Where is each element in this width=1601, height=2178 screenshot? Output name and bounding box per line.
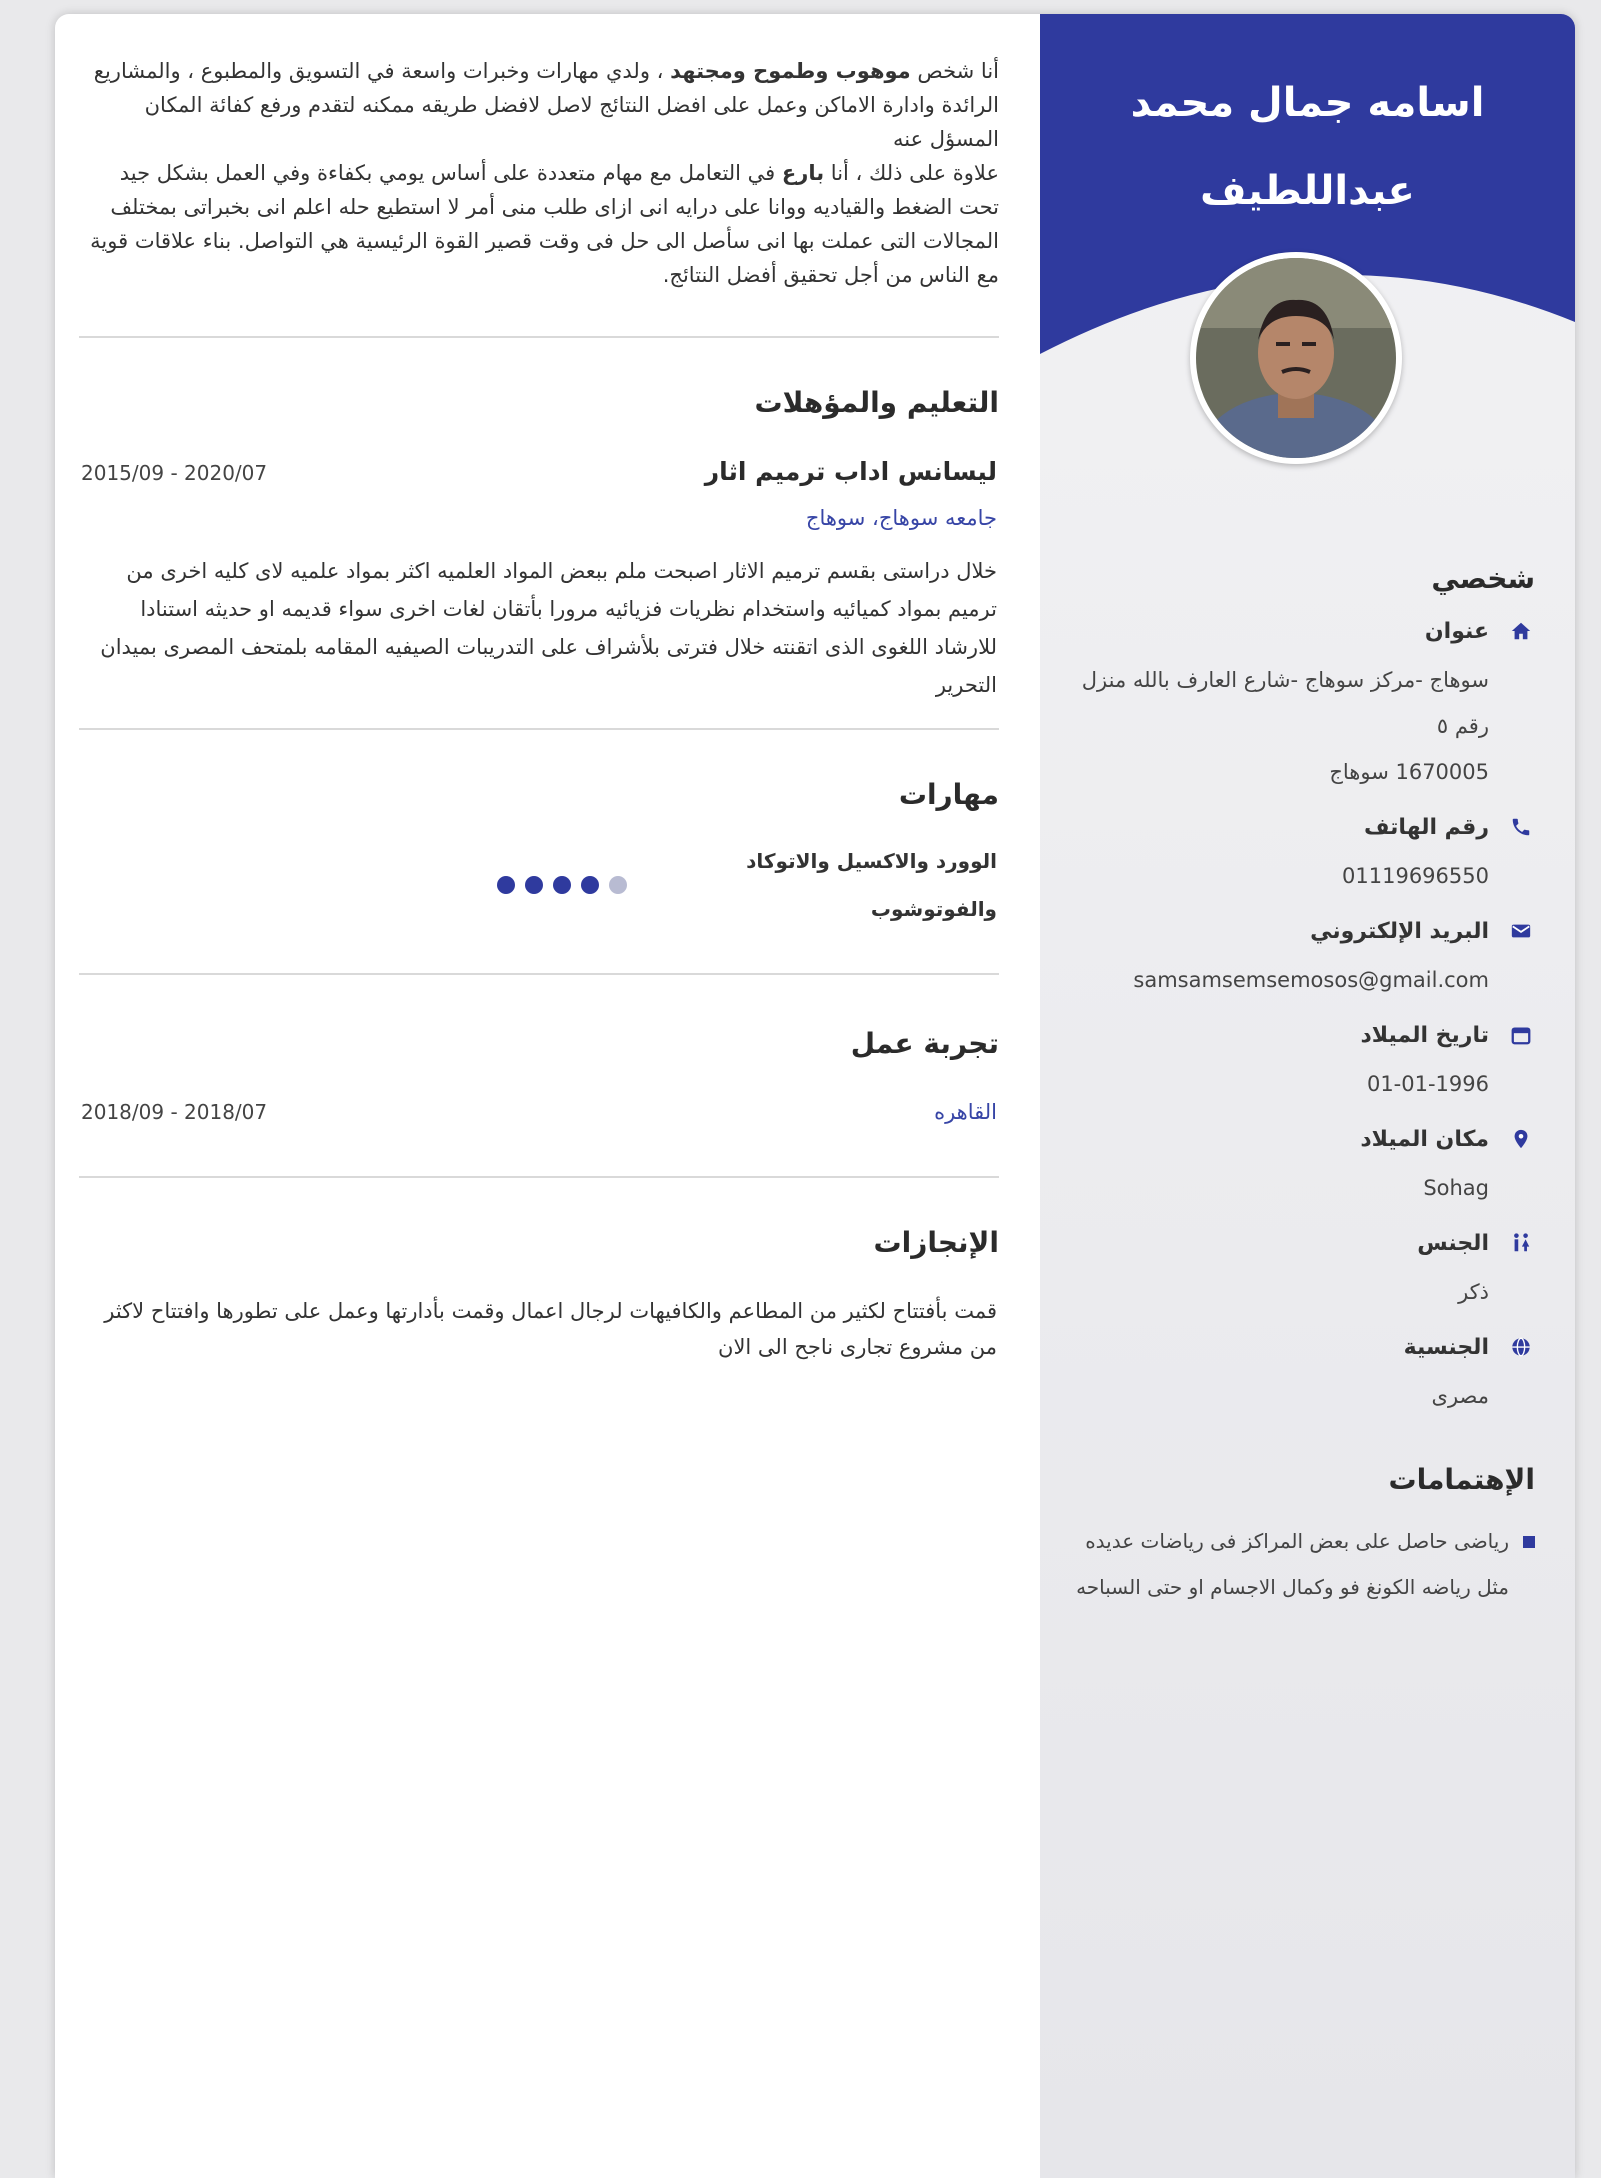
sidebar [1040,14,1575,2178]
skills-title: مهارات [898,778,999,811]
dob-value: 01-01-1996 [1366,1072,1489,1096]
achievements-text: قمت بأفتتاح لكثير من المطاعم والكافيهات لرجال اعمال وقمت بأدارتها وعمل على تطورها وافتتاح لاكثر من مشروع تجارى ناجح الى الان [104,1299,997,1359]
skill-dot-filled [497,876,515,894]
skill-dot-empty [609,876,627,894]
gender-value: ذكر [1458,1280,1489,1304]
achievements-title: الإنجازات [873,1226,999,1259]
summary [69,14,1009,292]
home-icon [1507,617,1535,645]
main-column [69,14,1009,1365]
avatar [1190,252,1402,464]
phone-label: رقم الهاتف [1363,814,1489,840]
phone-icon [1507,813,1535,841]
experience-title: تجربة عمل [850,1027,999,1060]
divider [79,336,999,338]
skill-name: الوورد والاكسيل والاتوكاد والفوتوشوب [746,849,997,921]
summary-text: علاوة على ذلك ، أنا [824,161,999,185]
calendar-icon [1507,1021,1535,1049]
summary-bold-text: موهوب وطموح ومجتهد [670,59,911,83]
institution: جامعه سوهاج، سوهاج [805,506,997,530]
candidate-name: اسامه جمال محمد عبداللطيف [1130,80,1485,214]
phone-item [1070,813,1535,899]
experience-dates: 2018/09 - 2018/07 [81,1100,268,1124]
skill-dot-filled [581,876,599,894]
summary-text: ، ولدي مهارات وخبرات واسعة في التسويق والمطبوع ، والمشاريع الرائدة وادارة الاماكن وعمل على افضل النتائج لاصل لافضل طريقه ممكنه لتقدم ورفع كفائة المكان المسؤل عنه [93,59,999,151]
skill-dot-filled [553,876,571,894]
profile-photo [1196,258,1396,458]
summary-text: أنا شخص [910,59,999,83]
gender-label: الجنس [1417,1230,1489,1256]
divider [79,728,999,730]
pob-value: Sohag [1423,1176,1489,1200]
email-item [1070,917,1535,1003]
globe-icon [1507,1333,1535,1361]
nationality-label: الجنسية [1403,1334,1489,1360]
summary-bold-text: بارع [781,161,825,185]
divider [79,1176,999,1178]
skill-dot-filled [525,876,543,894]
interest-item [1070,1518,1535,1610]
pob-label: مكان الميلاد [1360,1126,1489,1152]
divider [79,973,999,975]
skill-level-dots [497,876,627,894]
email-value[interactable]: samsamsemsemosos@gmail.com [1133,968,1489,992]
address-item [1070,617,1535,795]
summary-paragraph-2 [79,156,999,292]
experience-header [69,1100,1009,1124]
gender-item [1070,1229,1535,1315]
pob-item [1070,1125,1535,1211]
gender-icon [1507,1229,1535,1257]
phone-value: 01119696550 [1342,864,1489,888]
interest-text: رياضى حاصل على بعض المراكز فى رياضات عديده مثل رياضه الكونغ فو وكمال الاجسام او حتى السباحه [1076,1529,1509,1599]
location-pin-icon [1507,1125,1535,1153]
summary-paragraph-1 [79,54,999,156]
address-line-1: سوهاج -مركز سوهاج -شارع العارف بالله منزل رقم ٥ [1081,668,1489,738]
email-label: البريد الإلكتروني [1310,918,1489,944]
mail-icon [1507,917,1535,945]
education-title: التعليم والمؤهلات [754,386,999,419]
address-line-2: 1670005 سوهاج [1329,760,1489,784]
education-dates: 2015/09 - 2020/07 [81,461,268,485]
experience-place: القاهره [934,1100,997,1124]
dob-label: تاريخ الميلاد [1360,1022,1489,1048]
education-header [69,457,1009,486]
resume-page [55,14,1575,2178]
bullet-icon [1523,1536,1535,1548]
nationality-item [1070,1333,1535,1419]
interests-title: الإهتمامات [1388,1463,1535,1496]
summary-text: في التعامل مع مهام متعددة على أساس يومي بكفاءة وفي العمل بشكل جيد تحت الضغط والقياديه ووانا على درايه انى ازاى طلب منى أمر لا استطيع حله اعلم انى بخبراتى بمختلف المجالات التى عملت بها انى سأصل الى حل فى وقت قصير القوة الرئيسية هي التواصل. بناء علاقات قوية مع الناس من أجل تحقيق أفضل النتائج. [90,161,999,287]
dob-item [1070,1021,1535,1107]
personal-section [1070,534,1535,1610]
nationality-value: مصرى [1431,1384,1489,1408]
personal-title: شخصي [1431,562,1535,595]
education-description: خلال دراستى بقسم ترميم الاثار اصبحت ملم ببعض المواد العلميه اكثر بمواد علميه لاى كليه اخرى من ترميم بمواد كميائيه واستخدام نظريات فزيائيه مرورا بأتقان لغات اخرى سواء قديمه او حديثه استنادا للارشاد اللغوى الذى اتقنته خلال فترتى بلأشراف على التدريبات الصيفيه المقامه بلمتحف المصرى بميدان التحرير [100,559,997,697]
address-label: عنوان [1424,618,1489,644]
skill-item [69,837,1009,933]
degree: ليسانس اداب ترميم اثار [704,457,997,486]
